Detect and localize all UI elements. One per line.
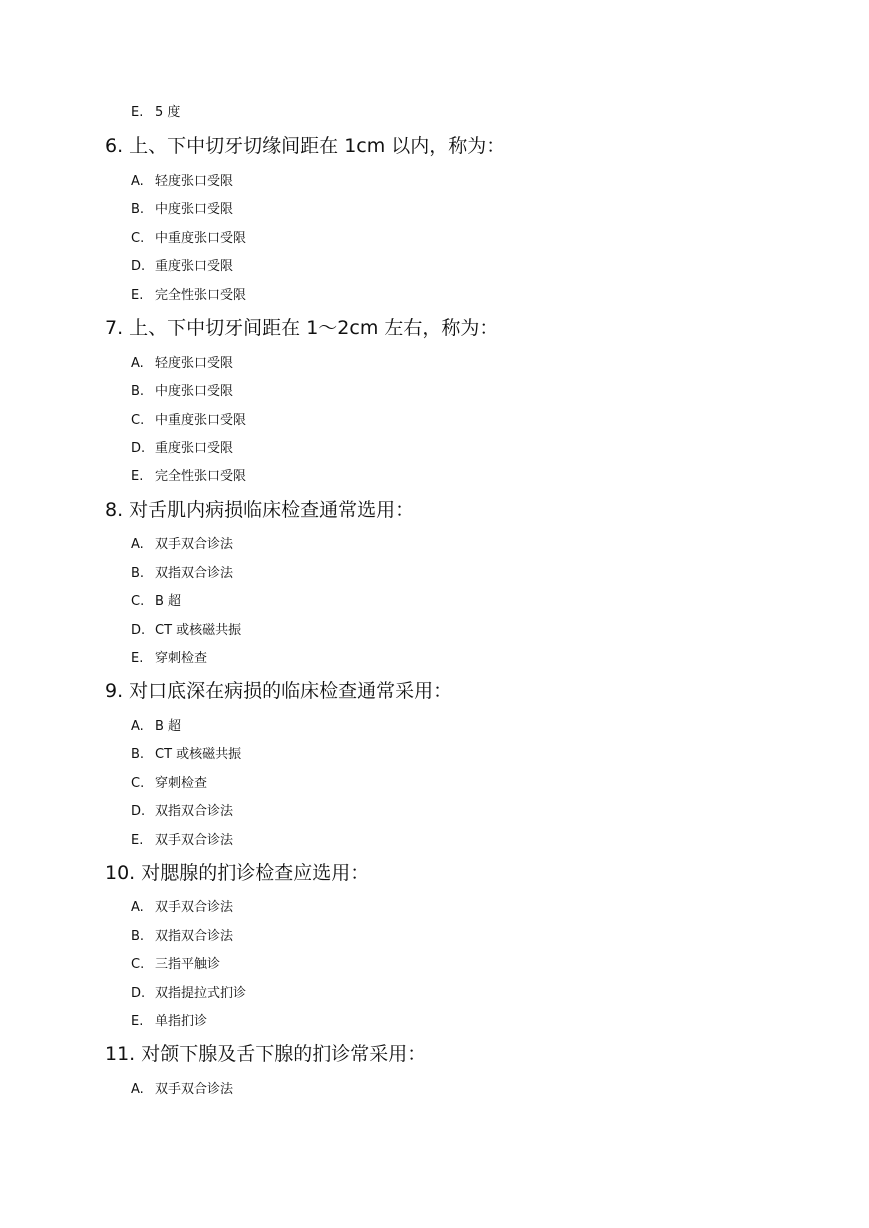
option-text: 单指扪诊: [155, 1014, 208, 1029]
option-item: [131, 105, 180, 121]
option-letter: B.: [131, 929, 145, 944]
option-letter: A.: [131, 537, 144, 552]
option-item: [131, 174, 233, 190]
option-item: [131, 747, 241, 763]
option-text: 重度张口受限: [155, 441, 234, 456]
question-8: 8. 对舌肌内病损临床检查通常选用：: [105, 499, 415, 521]
option-text: 双手双合诊法: [155, 537, 234, 552]
option-letter: E.: [131, 833, 144, 848]
option-item: [131, 719, 181, 735]
option-item: [131, 1014, 207, 1030]
option-letter: B.: [131, 202, 145, 217]
option-text: 5 度: [155, 105, 181, 120]
option-item: [131, 384, 233, 400]
option-letter: E.: [131, 105, 144, 120]
option-item: [131, 356, 233, 372]
option-item: [131, 623, 241, 639]
option-item: [131, 1082, 233, 1098]
option-letter: C.: [131, 957, 145, 972]
option-letter: D.: [131, 441, 146, 456]
option-letter: D.: [131, 259, 146, 274]
option-item: [131, 288, 246, 304]
option-letter: A.: [131, 900, 144, 915]
option-letter: C.: [131, 594, 145, 609]
question-7: 7. 上、下中切牙间距在 1～2cm 左右，称为：: [105, 317, 499, 339]
question-6: 6. 上、下中切牙切缘间距在 1cm 以内，称为：: [105, 135, 506, 157]
option-letter: E.: [131, 288, 144, 303]
option-item: [131, 202, 233, 218]
option-text: 双指提拉式扪诊: [155, 986, 247, 1001]
option-text: CT 或核磁共振: [155, 747, 242, 762]
option-letter: E.: [131, 469, 144, 484]
option-text: B 超: [155, 719, 182, 734]
option-letter: D.: [131, 623, 146, 638]
option-item: [131, 441, 233, 457]
option-letter: E.: [131, 1014, 144, 1029]
option-item: [131, 776, 207, 792]
option-item: [131, 566, 233, 582]
option-text: 中度张口受限: [155, 202, 234, 217]
option-text: 穿刺检查: [155, 651, 208, 666]
option-letter: A.: [131, 174, 144, 189]
option-item: [131, 929, 233, 945]
option-item: [131, 413, 246, 429]
option-item: [131, 469, 246, 485]
option-letter: D.: [131, 804, 146, 819]
option-item: [131, 594, 181, 610]
option-letter: D.: [131, 986, 146, 1001]
question-9: 9. 对口底深在病损的临床检查通常采用：: [105, 680, 453, 702]
option-item: [131, 986, 246, 1002]
option-text: 双手双合诊法: [155, 833, 234, 848]
option-text: 穿刺检查: [155, 776, 208, 791]
option-item: [131, 259, 233, 275]
option-letter: A.: [131, 1082, 144, 1097]
option-item: [131, 957, 220, 973]
option-letter: A.: [131, 356, 144, 371]
option-text: B 超: [155, 594, 182, 609]
option-item: [131, 231, 246, 247]
option-text: 中重度张口受限: [155, 413, 247, 428]
option-letter: A.: [131, 719, 144, 734]
option-text: 重度张口受限: [155, 259, 234, 274]
option-letter: B.: [131, 566, 145, 581]
option-text: 双手双合诊法: [155, 900, 234, 915]
option-text: 轻度张口受限: [155, 174, 234, 189]
option-text: 双指双合诊法: [155, 929, 234, 944]
option-text: 中重度张口受限: [155, 231, 247, 246]
question-10: 10. 对腮腺的扪诊检查应选用：: [105, 862, 370, 884]
option-text: 双指双合诊法: [155, 804, 234, 819]
question-11: 11. 对颌下腺及舌下腺的扪诊常采用：: [105, 1043, 427, 1065]
option-item: [131, 804, 233, 820]
option-item: [131, 651, 207, 667]
option-text: 完全性张口受限: [155, 288, 247, 303]
option-letter: B.: [131, 747, 145, 762]
option-text: 轻度张口受限: [155, 356, 234, 371]
option-text: 双手双合诊法: [155, 1082, 234, 1097]
option-item: [131, 900, 233, 916]
option-letter: C.: [131, 231, 145, 246]
option-text: 完全性张口受限: [155, 469, 247, 484]
option-letter: C.: [131, 776, 145, 791]
option-text: 双指双合诊法: [155, 566, 234, 581]
option-letter: E.: [131, 651, 144, 666]
option-letter: C.: [131, 413, 145, 428]
option-text: 中度张口受限: [155, 384, 234, 399]
option-text: CT 或核磁共振: [155, 623, 242, 638]
option-item: [131, 833, 233, 849]
option-letter: B.: [131, 384, 145, 399]
option-item: [131, 537, 233, 553]
option-text: 三指平触诊: [155, 957, 221, 972]
